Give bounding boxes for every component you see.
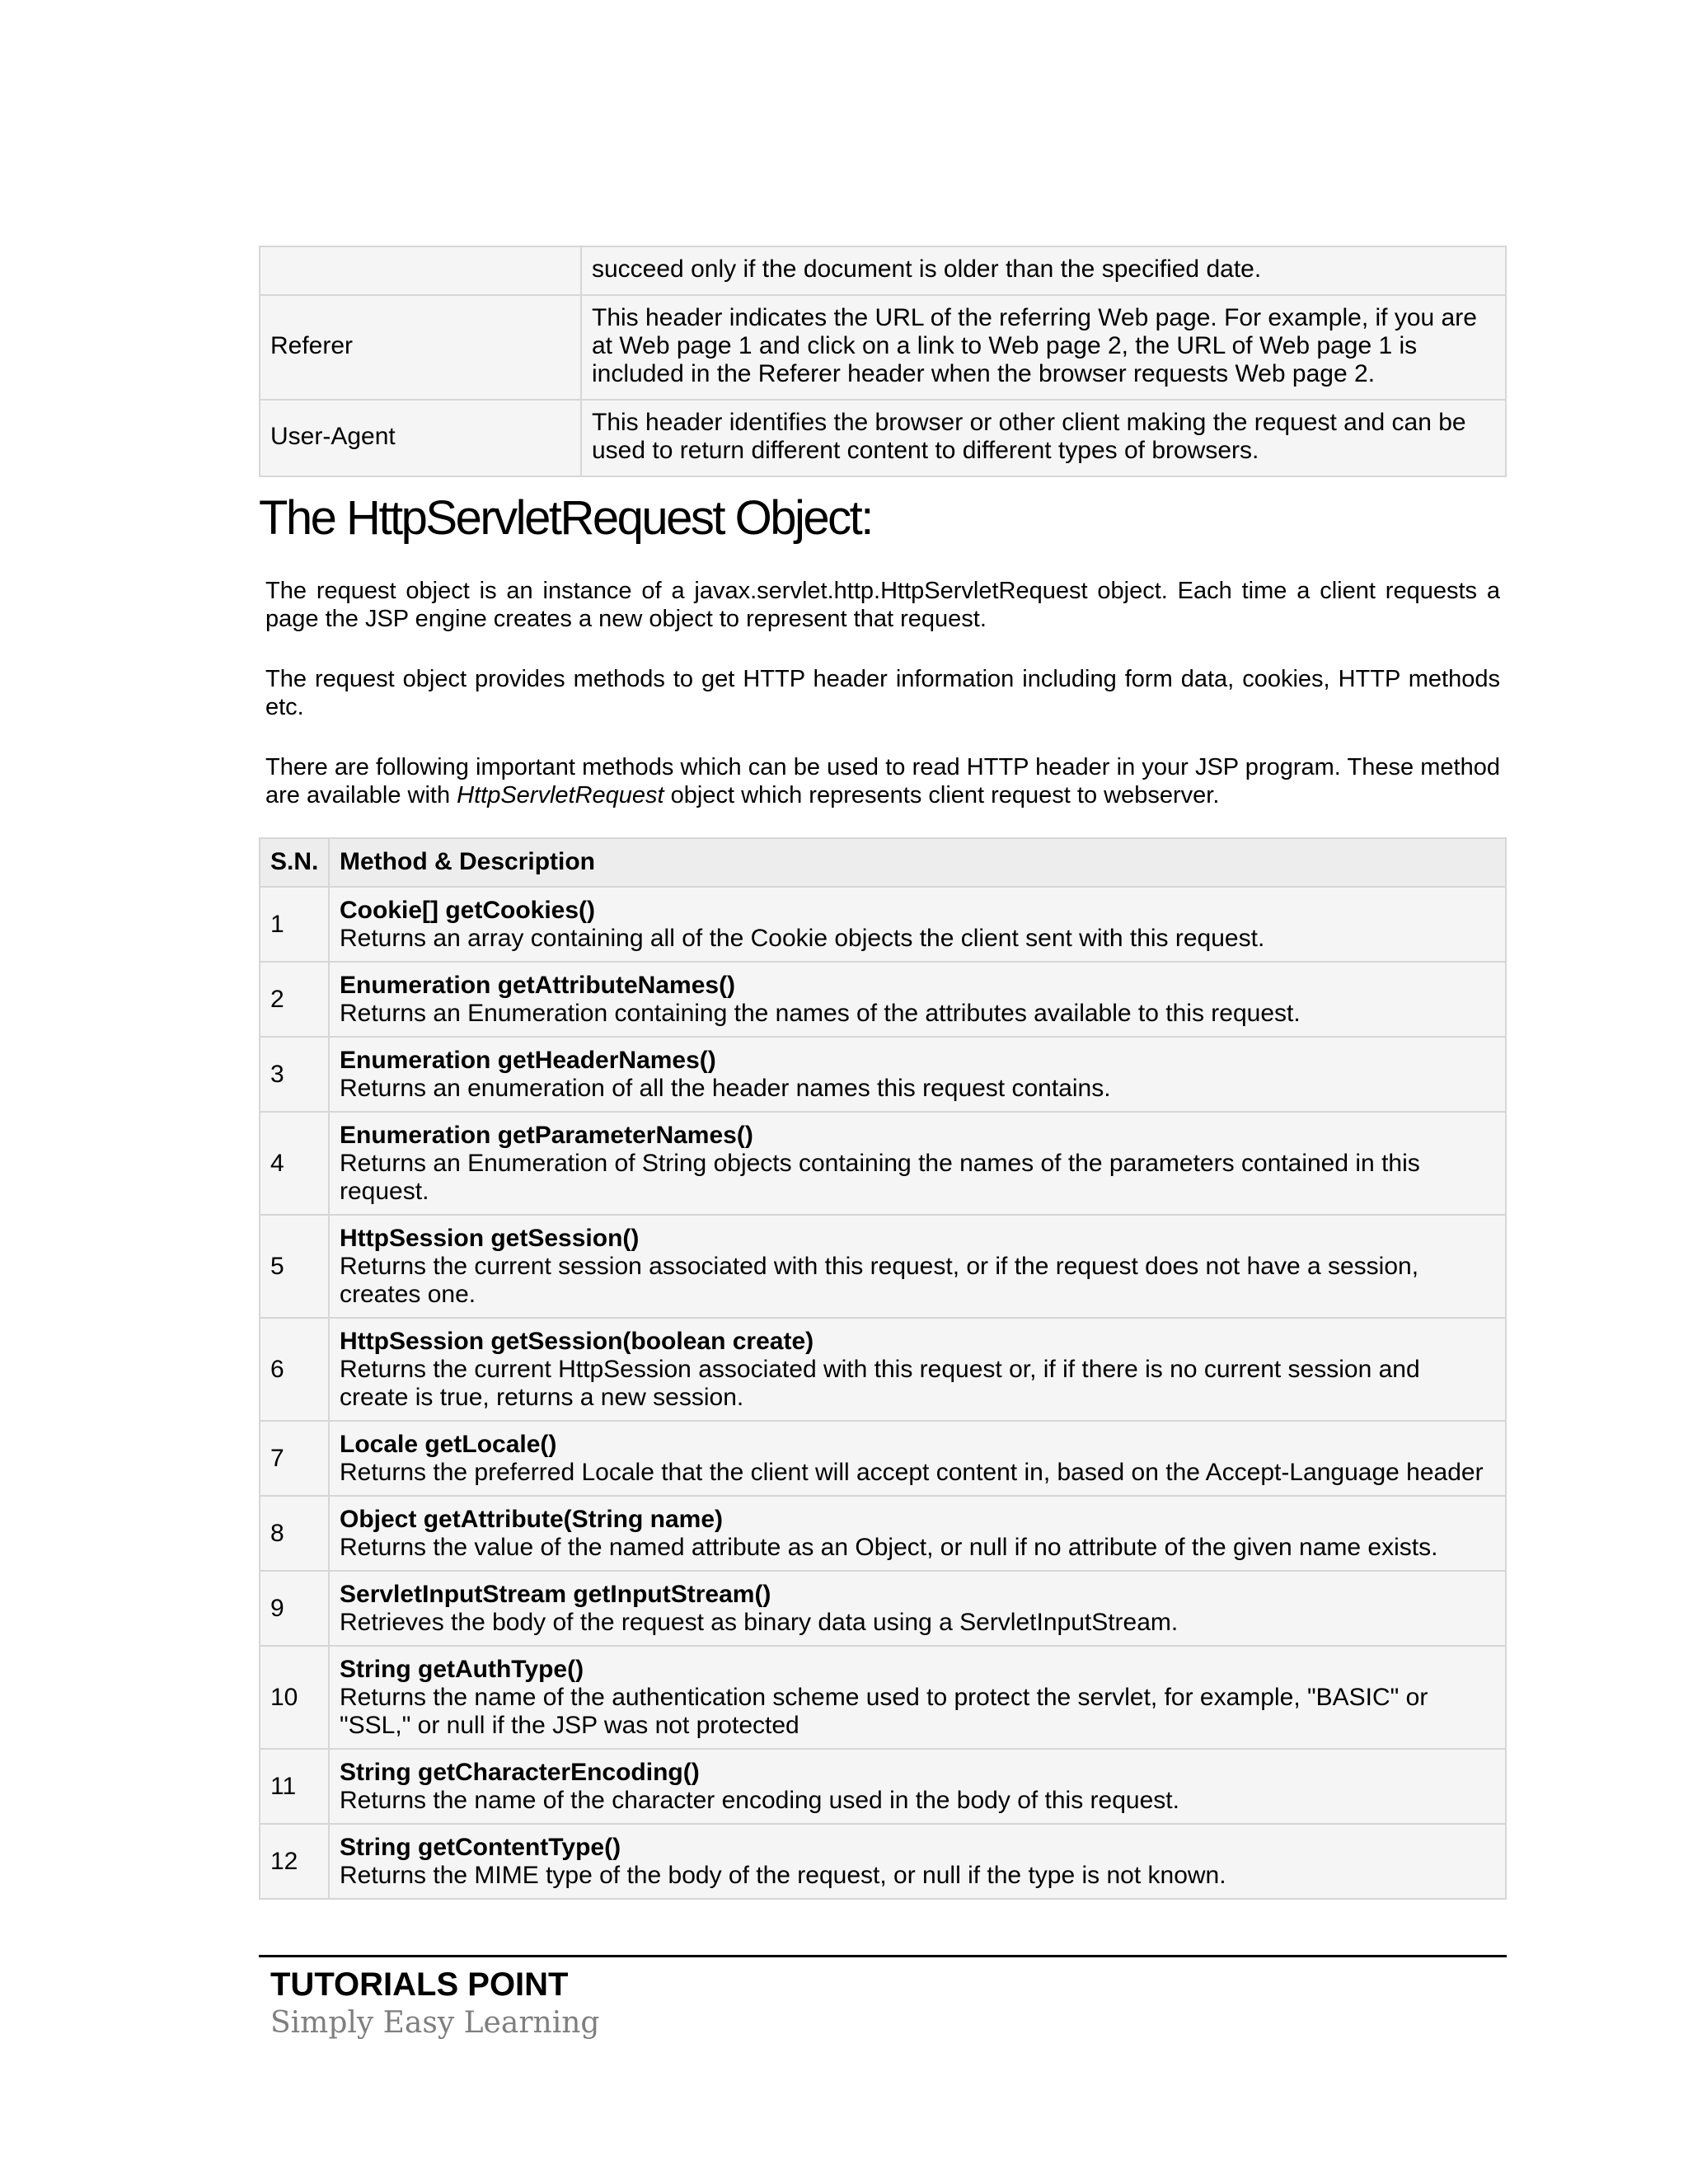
methods-table — [259, 837, 1507, 1900]
method-cell — [329, 1421, 1506, 1496]
method-description: Returns the preferred Locale that the client will accept content in, based on the Accept-Language header — [340, 1459, 1484, 1486]
method-description: Returns the current session associated with this request, or if the request does not have a session, creates one. — [340, 1253, 1419, 1308]
table-row — [260, 295, 1506, 400]
method-description: Returns the value of the named attribute as an Object, or null if no attribute of the given name exists. — [340, 1534, 1438, 1561]
page-content — [259, 246, 1507, 1900]
table-row — [260, 400, 1506, 476]
method-description: Returns the name of the character encoding used in the body of this request. — [340, 1787, 1179, 1814]
header-name-cell: Referer — [260, 295, 581, 400]
sn-cell: 3 — [260, 1037, 329, 1112]
table-row — [260, 1571, 1506, 1646]
table-row — [260, 1749, 1506, 1824]
column-header-method: Method & Description — [329, 838, 1506, 887]
class-name-italic: HttpServletRequest — [457, 782, 664, 808]
method-signature: String getCharacterEncoding() — [340, 1759, 700, 1786]
paragraph-text: object which represents client request to webserver. — [663, 782, 1220, 808]
sn-cell: 9 — [260, 1571, 329, 1646]
method-cell — [329, 1824, 1506, 1899]
method-description: Returns the MIME type of the body of the request, or null if the type is not known. — [340, 1862, 1226, 1889]
method-cell — [329, 962, 1506, 1037]
column-header-sn: S.N. — [260, 838, 329, 887]
method-description: Returns the name of the authentication scheme used to protect the servlet, for example, "BASIC" or "SSL," or null if the JSP was not protected — [340, 1684, 1428, 1739]
header-name-cell: User-Agent — [260, 400, 581, 476]
intro-paragraph: The request object is an instance of a javax.servlet.http.HttpServletRequest object. Each time a client requests a page the JSP engine creates a new object to represent that request. — [265, 578, 1500, 632]
method-signature: Locale getLocale() — [340, 1431, 557, 1458]
method-cell — [329, 1571, 1506, 1646]
method-signature: String getContentType() — [340, 1834, 621, 1861]
table-row — [260, 1037, 1506, 1112]
table-row — [260, 887, 1506, 962]
sn-cell: 11 — [260, 1749, 329, 1824]
sn-cell: 8 — [260, 1496, 329, 1571]
table-header-row — [260, 838, 1506, 887]
paragraph-text: There are following important methods which can be used to read HTTP header in your JSP program. These method are available with — [265, 754, 1500, 808]
sn-cell: 5 — [260, 1215, 329, 1318]
method-signature: String getAuthType() — [340, 1656, 584, 1683]
footer-brand: TUTORIALS POINT — [270, 1966, 569, 2003]
method-description: Returns an Enumeration of String objects containing the names of the parameters contained in this request. — [340, 1150, 1420, 1205]
method-signature: Object getAttribute(String name) — [340, 1506, 724, 1533]
header-name-cell — [260, 246, 581, 295]
table-row — [260, 1112, 1506, 1215]
sn-cell: 1 — [260, 887, 329, 962]
important-methods-paragraph — [265, 753, 1500, 809]
method-signature: HttpSession getSession(boolean create) — [340, 1328, 814, 1355]
method-signature: Enumeration getAttributeNames() — [340, 972, 736, 999]
table-row — [260, 1824, 1506, 1899]
method-cell — [329, 1215, 1506, 1318]
table-row — [260, 1496, 1506, 1571]
table-row — [260, 962, 1506, 1037]
sn-cell: 4 — [260, 1112, 329, 1215]
method-signature: HttpSession getSession() — [340, 1225, 640, 1252]
method-signature: Cookie[] getCookies() — [340, 897, 596, 924]
method-cell — [329, 1749, 1506, 1824]
method-signature: Enumeration getHeaderNames() — [340, 1047, 716, 1074]
http-headers-table — [259, 246, 1507, 477]
method-description: Retrieves the body of the request as binary data using a ServletInputStream. — [340, 1609, 1179, 1636]
method-description: Returns an Enumeration containing the names of the attributes available to this request. — [340, 1000, 1301, 1027]
footer-divider — [259, 1955, 1507, 1957]
methods-table-body — [260, 887, 1506, 1899]
header-description-cell: succeed only if the document is older than the specified date. — [581, 246, 1506, 295]
method-cell — [329, 1112, 1506, 1215]
header-description-cell: This header indicates the URL of the referring Web page. For example, if you are at Web page 1 and click on a link to Web page 2, the URL of Web page 1 is included in the Referer header when the browser requests Web page 2. — [581, 295, 1506, 400]
table-row — [260, 1646, 1506, 1749]
section-title: The HttpServletRequest Object: — [259, 491, 872, 545]
sn-cell: 12 — [260, 1824, 329, 1899]
method-cell — [329, 1037, 1506, 1112]
method-description: Returns the current HttpSession associated with this request or, if if there is no current session and create is true, returns a new session. — [340, 1356, 1420, 1411]
method-signature: ServletInputStream getInputStream() — [340, 1581, 771, 1608]
footer-tagline: Simply Easy Learning — [270, 2006, 600, 2040]
methods-paragraph: The request object provides methods to get HTTP header information including form data, cookies, HTTP methods etc. — [265, 666, 1500, 720]
method-cell — [329, 1646, 1506, 1749]
method-cell — [329, 887, 1506, 962]
method-cell — [329, 1318, 1506, 1421]
table-row — [260, 1215, 1506, 1318]
page-footer — [259, 1955, 1507, 2043]
header-description-cell: This header identifies the browser or other client making the request and can be used to return different content to different types of browsers. — [581, 400, 1506, 476]
method-description: Returns an enumeration of all the header names this request contains. — [340, 1075, 1111, 1102]
table-row — [260, 1421, 1506, 1496]
sn-cell: 6 — [260, 1318, 329, 1421]
sn-cell: 7 — [260, 1421, 329, 1496]
sn-cell: 10 — [260, 1646, 329, 1749]
method-signature: Enumeration getParameterNames() — [340, 1122, 753, 1149]
method-cell — [329, 1496, 1506, 1571]
table-row — [260, 1318, 1506, 1421]
table-row — [260, 246, 1506, 295]
method-description: Returns an array containing all of the Cookie objects the client sent with this request. — [340, 925, 1265, 952]
sn-cell: 2 — [260, 962, 329, 1037]
